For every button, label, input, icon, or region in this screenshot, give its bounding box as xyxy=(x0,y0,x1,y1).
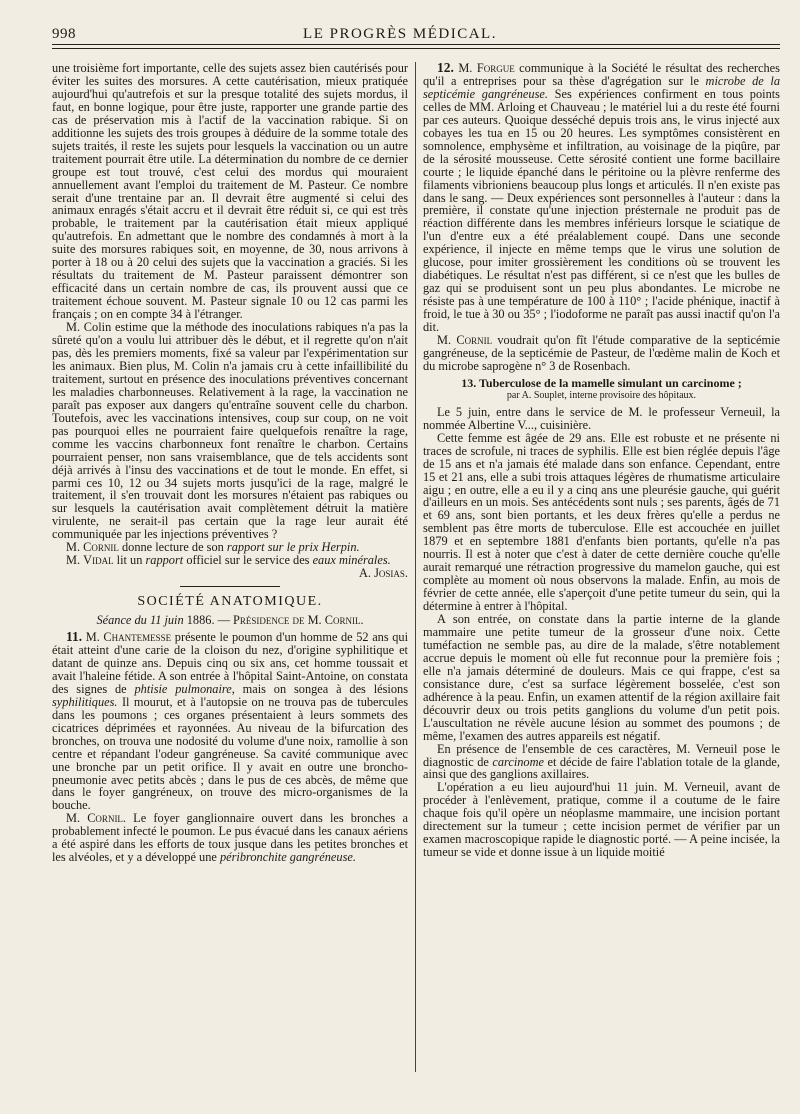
case-13-title: 13. Tuberculose de la mamelle simulant un carcinome ; xyxy=(461,375,742,390)
signature-line xyxy=(52,567,408,580)
paragraph-vidal-report: M. Vidal lit un rapport officiel sur le service des eaux minérales. xyxy=(66,553,391,568)
left-column xyxy=(52,62,408,864)
paragraph-colin: M. Colin estime que la méthode des inoculations rabiques n'a pas la sûreté qu'on a voulu lui attribuer dès le début, et il regrette qu'on n'ait pas, dès les premiers moments, fixé sa valeur par l'expérimentation sur les animaux. Bien plus, M. Colin n'a jamais cru à cette infaillibilité du traitement, surtout en présence des inoculations préventives concernant les maladies charbonneuses. Relativement à la rage, la vaccination ne paraît pas exposer aux dangers qu'entraîne souvent celle du charbon. Toutefois, avec les vaccinations intensives, coup sur coup, on ne voit pas pourquoi elles ne pourraient faire quelquefois renaître la rage, comme les vaccins charbonneux font renaître le charbon. Certains pourraient penser, non sans vraisemblance, que de tels accidents sont déjà arrivés à l'insu des vaccinations et de tout le monde. En effet, si parmi ces 10, 12 ou 34 sujets morts jusqu'ici de la rage, malgré le traitement, il s'en trouvait dont les morsures n'étaient pas rabiques ou sur lesquels la cautérisation avait complètement détruit la matière virulente, ne serait-il pas certain que la rage leur aurait été communiquée par les injections préventives ? xyxy=(52,320,408,542)
paragraph-case-11: 11. M. Chantemesse présente le poumon d'un homme de 52 ans qui était atteint d'une carie de la cloison du nez, d'origine syphilitique et datant de quinze ans. Depuis cinq ou six ans, cet homme toussait et avait l'haleine fétide. A son entrée à l'hôpital Saint-Antoine, on constata des signes de phtisie pulmonaire, mais on songea à des lésions syphilitiques. Il mourut, et à l'autopsie on ne trouva pas de tubercules dans les poumons ; ces organes présentaient à leurs sommets des cicatrices déprimées et rayonnées. Au niveau de la bifurcation des bronches, on trouva une nodosité du volume d'une noix, ramollie à son centre et répandant l'odeur gangréneuse. Sa cavité communique avec une bronche par un petit orifice. Il y avait en outre une broncho-pneumonie avec petits abcès ; dans le pus de ces abcès, de même que dans le foyer gangréneux, on trouve des micro-organismes de la bouche. xyxy=(52,629,409,813)
paragraph-cornil-suggestion: M. Cornil voudrait qu'on fît l'étude comparative de la septicémie gangréneuse, de la septicémie de Pasteur, de l'œdème malin de Koch et du microbe saprogène n° 3 de Rosenbach. xyxy=(423,333,781,373)
page-number: 998 xyxy=(52,26,76,42)
paragraph-case-13-intro: Le 5 juin, entre dans le service de M. le professeur Verneuil, la nommée Albertine V..., cuisinière. xyxy=(423,404,780,432)
paragraph-case-13-history: Cette femme est âgée de 29 ans. Elle est robuste et ne présente ni traces de scrofule, ni traces de syphilis. Elle est bien réglée depuis l'âge de 15 ans et n'a jamais été malade dans son enfance. Cependant, entre 15 et 21 ans, elle a subi trois attaques légères de rhumatisme articulaire aigu ; en outre, elle a eu il y a cinq ans une pleurésie gauche, qui guérit d'ailleurs en un mois. Ses antécédents sont nuls ; ses parents, âgés de 71 et 69 ans, sont bien portants, et les deux frères qu'elle a perdus ne semblent pas être morts de tuberculose. Elle est accouchée en juillet 1879 et en septembre 1881 d'enfants bien portants, qu'elle n'a pas nourris. Il est à noter que c'est à dater de cette dernière couche qu'elle aurait remarqué une rétraction progressive du mamelon gauche, qui est complète au moment où nous observons la malade. Enfin, au mois de février de cette année, elle s'aperçoit d'une petite tumeur du sein, qui la détermine à entrer à l'hôpital. xyxy=(423,430,780,614)
paragraph-cornil-report: M. Cornil donne lecture de son rapport sur le prix Herpin. xyxy=(66,540,360,555)
paragraph-rabies-stats: une troisième fort importante, celle des sujets assez bien cautérisés pour éviter les suites des morsures. A cette cautérisation, mieux pratiquée aujourd'hui qu'autrefois et sur la presque totalité des sujets mordus, il faut, en bonne logique, pour être juste, rapporter une grande partie des cas de préservation mis à l'actif de la vaccination rabique. Si on additionne les sujets des trois groupes à déduire de la somme totale des sujets traités, il reste les sujets pour lesquels la vaccination ou un autre traitement pourrait être utile. La détermination du nombre de ce dernier groupe est tout trouvé, c'est celui des mordus qui mouraient annuellement avant l'emploi du traitement de M. Pasteur. Ce nombre serait d'une trentaine par an. Il devrait être augmenté si celui des animaux enragés s'était accru et il devrait être réduit si, ce qui est très probable, le traitement par la cautérisation était mieux appliqué qu'autrefois. En admettant que le nombre des condamnés à mort à la suite des morsures rabiques soit, en moyenne, de 30, nous arrivons à porter à 18 ou à 20 celui des sujets que la vaccination a graciés. Si les résultats du traitement de M. Pasteur paraissent démontrer son efficacité dans un certain nombre de cas, ils prouvent aussi que ce traitement échoue souvent. M. Pasteur signale 10 ou 12 cas parmi les français ; on en compte 34 à l'étranger. xyxy=(52,61,408,322)
header-rule-thin xyxy=(52,48,780,49)
seance-line: Séance du 11 juin 1886. — Présidence de M. Cornil. xyxy=(96,613,364,628)
section-separator xyxy=(180,586,280,587)
column-divider xyxy=(415,62,416,1072)
paragraph-cornil-comment: M. Cornil. Le foyer ganglionnaire ouvert dans les bronches a probablement infecté le poumon. Le pus évacué dans les canaux aériens a été aspiré dans les efforts de toux jusque dans les petites bronches et les alvéoles, et y a développé une péribronchite gangréneuse. xyxy=(52,811,408,865)
paragraph-case-13-exam: A son entrée, on constate dans la partie interne de la glande mammaire une petite tumeur de la grosseur d'une noix. Cette tuméfaction ne semble pas, au dire de la malade, s'être notablement accrue depuis le moment où elle fut reconnue pour la première fois ; elle n'a jamais déterminé de douleurs. Mais ce qui frappe, c'est sa consistance dure, c'est sa surface légèrement bosselée, c'est son adhérence à la peau. Enfin, un examen attentif de la région axillaire fait découvrir deux ou trois petits ganglions du volume d'un petit pois. L'auscultation ne révèle aucune lésion au sommet des poumons ; de même, l'examen des autres appareils est négatif. xyxy=(423,612,780,743)
paragraph-case-13-diagnosis: En présence de l'ensemble de ces caractères, M. Verneuil pose le diagnostic de carcinome et décide de faire l'ablation totale de la glande, ainsi que des ganglions axillaires. xyxy=(423,741,780,782)
case-13-byline: par A. Souplet, interne provisoire des hôpitaux. xyxy=(506,389,697,401)
section-title: SOCIÉTÉ ANATOMIQUE. xyxy=(137,594,323,610)
journal-title: LE PROGRÈS MÉDICAL. xyxy=(303,26,497,42)
header-rule xyxy=(52,44,780,45)
paragraph-case-12: 12. M. Forgue communique à la Société le résultat des recherches qu'il a entreprises pour sa thèse d'agrégation sur le microbe de la septicémie gangréneuse. Ses expériences confirment en tous points celles de MM. Arloing et Chauveau ; le matériel lui a du reste été fourni par ces auteurs. Quoique desséché depuis trois ans, le virus injecté aux cobayes les tua en 15 ou 20 heures. Les symptômes consistèrent en somnolence, emphysème et infiltration, au voisinage de la piqûre, par de la sérosité mousseuse. Cette sérosité contient une forme bacillaire courte ; le liquide épanché dans le péritoine ou la plèvre renferme des filaments vibrioniens beaucoup plus longs et articulés. Il n'en existe pas dans le sang. — Deux expériences sont personnelles à l'auteur : dans la première, il constate qu'une injection présternale ne produit pas de réaction différente dans les membres inférieurs lorsque le sciatique de l'un d'entre eux a été préalablement coupé. Dans une seconde expérience, il injecte en même temps que le virus une solution de glucose, pour imiter grossièrement les conditions où se trouvent les diabétiques. Le résultat n'est pas différent, si ce n'est que les bulles de gaz qui se produisent sont un peu plus abondantes. Le microbe ne résiste pas à une température de 100 à 110° ; l'acide phénique, inactif à froid, le tue à 30 ou 35° ; l'iodoforme ne paraît pas aussi inactif qu'on l'a dit. xyxy=(423,60,780,335)
paragraph-case-13-operation: L'opération a eu lieu aujourd'hui 11 juin. M. Verneuil, avant de procéder à l'enlèvement, pratique, comme il a coutume de le faire chaque fois qu'il opère un néoplasme mammaire, une incision portant directement sur la tumeur ; cette incision permet de vérifier par un examen macroscopique rapide le diagnostic porté. — A peine incisée, la tumeur se vide et donne issue à un liquide moitié xyxy=(423,780,780,860)
right-column xyxy=(423,62,780,859)
signature: A. Josias. xyxy=(359,566,408,581)
